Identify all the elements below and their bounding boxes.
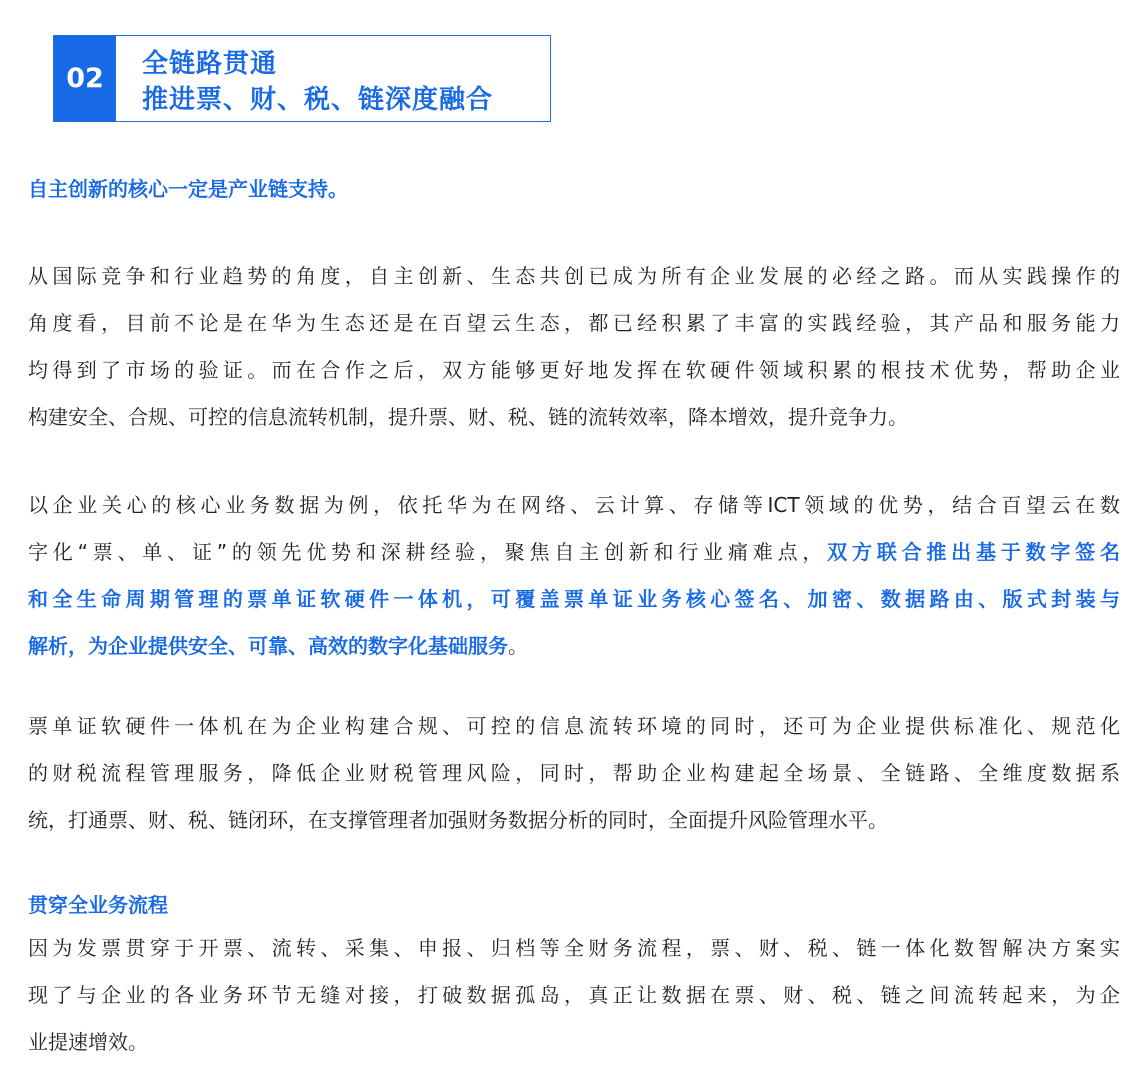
paragraph-line bbox=[28, 623, 1120, 670]
paragraph-1 bbox=[28, 253, 1120, 441]
paragraph-line: 均得到了市场的验证。而在合作之后，双方能够更好地发挥在软硬件领域积累的根技术优势，帮助企业 bbox=[28, 358, 1120, 382]
highlight-line: 和全生命周期管理的票单证软硬件一体机，可覆盖票单证业务核心签名、加密、数据路由、版式封装与 bbox=[28, 587, 1120, 611]
paragraph-line: 因为发票贯穿于开票、流转、采集、申报、归档等全财务流程，票、财、税、链一体化数智解决方案实 bbox=[28, 936, 1120, 960]
paragraph-line: 角度看，目前不论是在华为生态还是在百望云生态，都已经积累了丰富的实践经验，其产品和服务能力 bbox=[28, 311, 1120, 335]
lead-statement: 自主创新的核心一定是产业链支持。 bbox=[28, 177, 348, 201]
paragraph-line: 统，打通票、财、税、链闭环，在支撑管理者加强财务数据分析的同时，全面提升风险管理水平。 bbox=[28, 808, 888, 832]
section-titles bbox=[116, 36, 493, 121]
paragraph-line: 从国际竞争和行业趋势的角度，自主创新、生态共创已成为所有企业发展的必经之路。而从实践操作的 bbox=[28, 264, 1120, 288]
paragraph-text: 。 bbox=[508, 634, 528, 658]
paragraph-line: 构建安全、合规、可控的信息流转机制，提升票、财、税、链的流转效率，降本增效，提升竞争力。 bbox=[28, 405, 908, 429]
section-title-line2: 推进票、财、税、链深度融合 bbox=[142, 85, 494, 115]
paragraph-line: 现了与企业的各业务环节无缝对接，打破数据孤岛，真正让数据在票、财、税、链之间流转起来，为企 bbox=[28, 983, 1120, 1007]
paragraph-2 bbox=[28, 482, 1120, 670]
section-title-line1: 全链路贯通 bbox=[142, 49, 278, 79]
section-number: 02 bbox=[54, 36, 116, 121]
section-header bbox=[53, 35, 551, 122]
paragraph-line bbox=[28, 529, 1120, 576]
paragraph-3 bbox=[28, 703, 1120, 844]
paragraph-line: 以企业关心的核心业务数据为例，依托华为在网络、云计算、存储等ICT领域的优势，结合百望云在数 bbox=[28, 493, 1120, 517]
paragraph-line: 的财税流程管理服务，降低企业财税管理风险，同时，帮助企业构建起全场景、全链路、全维度数据系 bbox=[28, 761, 1120, 785]
paragraph-line: 票单证软硬件一体机在为企业构建合规、可控的信息流转环境的同时，还可为企业提供标准化、规范化 bbox=[28, 714, 1120, 738]
highlight-text: 双方联合推出基于数字签名 bbox=[827, 540, 1120, 564]
paragraph-4 bbox=[28, 925, 1120, 1066]
paragraph-line: 业提速增效。 bbox=[28, 1030, 148, 1054]
subheading: 贯穿全业务流程 bbox=[28, 893, 168, 917]
highlight-text: 解析，为企业提供安全、可靠、高效的数字化基础服务 bbox=[28, 634, 508, 658]
paragraph-text: 字化“票、单、证”的领先优势和深耕经验，聚焦自主创新和行业痛难点， bbox=[28, 540, 828, 564]
